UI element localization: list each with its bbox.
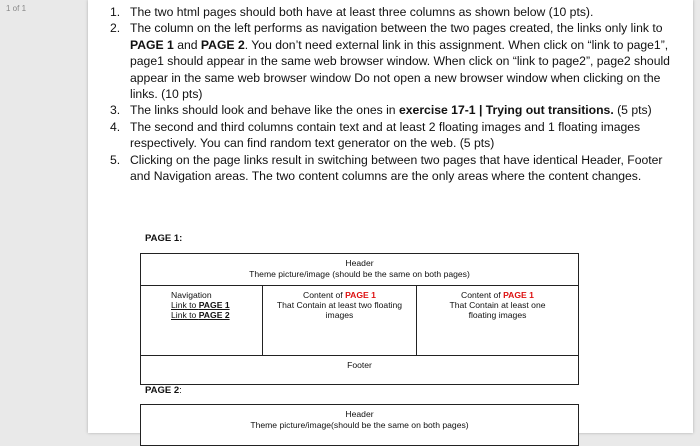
footer-label: Footer [347, 360, 372, 370]
item-text: and [173, 37, 201, 52]
instruction-item [110, 4, 670, 20]
content-text: That Contain at least one [449, 300, 546, 310]
divider [141, 355, 578, 356]
header-title: Header [345, 258, 374, 268]
link-to-page1[interactable]: Link to PAGE 1 [171, 300, 230, 310]
item-text: The two html pages should both have at least three columns as shown below (10 pts). [130, 5, 594, 19]
navigation-column [171, 290, 261, 320]
document-page [88, 0, 693, 433]
item-text: . You don’t need external link in this assignment. When click on “link to page1”, page1 should appear in the same web browser window. When click on “link to page2”, page2 should appear in the same web browser window Do not open a new browser window when clicking on the links. (10 pts) [130, 37, 670, 102]
item-number: 3. [110, 103, 121, 118]
content-title: Content of PAGE 1 [303, 290, 376, 300]
item-text: (5 pts) [613, 103, 652, 118]
content-column-3 [417, 290, 578, 320]
divider [141, 285, 578, 286]
instruction-item [110, 119, 670, 152]
content-column-2 [263, 290, 416, 320]
header-subtitle: Theme picture/image (should be the same on both pages) [249, 269, 470, 279]
bold-text: PAGE 2 [200, 37, 245, 52]
page1-layout-diagram [140, 253, 579, 385]
item-text: Clicking on the page links result in switching between two pages that have identical Header, Footer and Navigation areas. The two content columns are the only areas where the content changes. [130, 152, 663, 184]
header-subtitle: Theme picture/image(should be the same on both pages) [250, 420, 469, 430]
item-number: 4. [110, 119, 121, 134]
page-indicator: 1 of 1 [6, 4, 27, 13]
item-text: The second and third columns contain text and at least 2 floating images and 1 floating images respectively. You can find random text generator on the web. (5 pts) [130, 119, 641, 151]
item-number: 2. [110, 21, 121, 36]
instruction-item [110, 152, 670, 185]
bold-text: exercise 17-1 | Trying out transitions. [398, 103, 614, 118]
item-number: 1. [110, 5, 121, 19]
content-text: floating images [468, 310, 527, 320]
item-text: The column on the left performs as navigation between the two pages created, the links only link to [130, 21, 663, 36]
content-title: Content of PAGE 1 [461, 290, 534, 300]
nav-title: Navigation [171, 290, 212, 300]
page1-label: PAGE 1: [145, 233, 183, 244]
content-text: That Contain at least two floating [276, 300, 403, 310]
instruction-item [110, 102, 670, 118]
link-to-page2[interactable]: Link to PAGE 2 [171, 310, 230, 320]
instruction-item [110, 20, 670, 102]
instruction-list [110, 4, 670, 184]
bold-text: PAGE 1 [130, 37, 174, 52]
content-text: images [325, 310, 354, 320]
item-text: The links should look and behave like the ones in [130, 103, 399, 118]
page2-layout-diagram [140, 404, 579, 446]
page2-label: PAGE 2: [145, 385, 182, 396]
header-title: Header [345, 409, 374, 419]
item-number: 5. [110, 152, 121, 167]
